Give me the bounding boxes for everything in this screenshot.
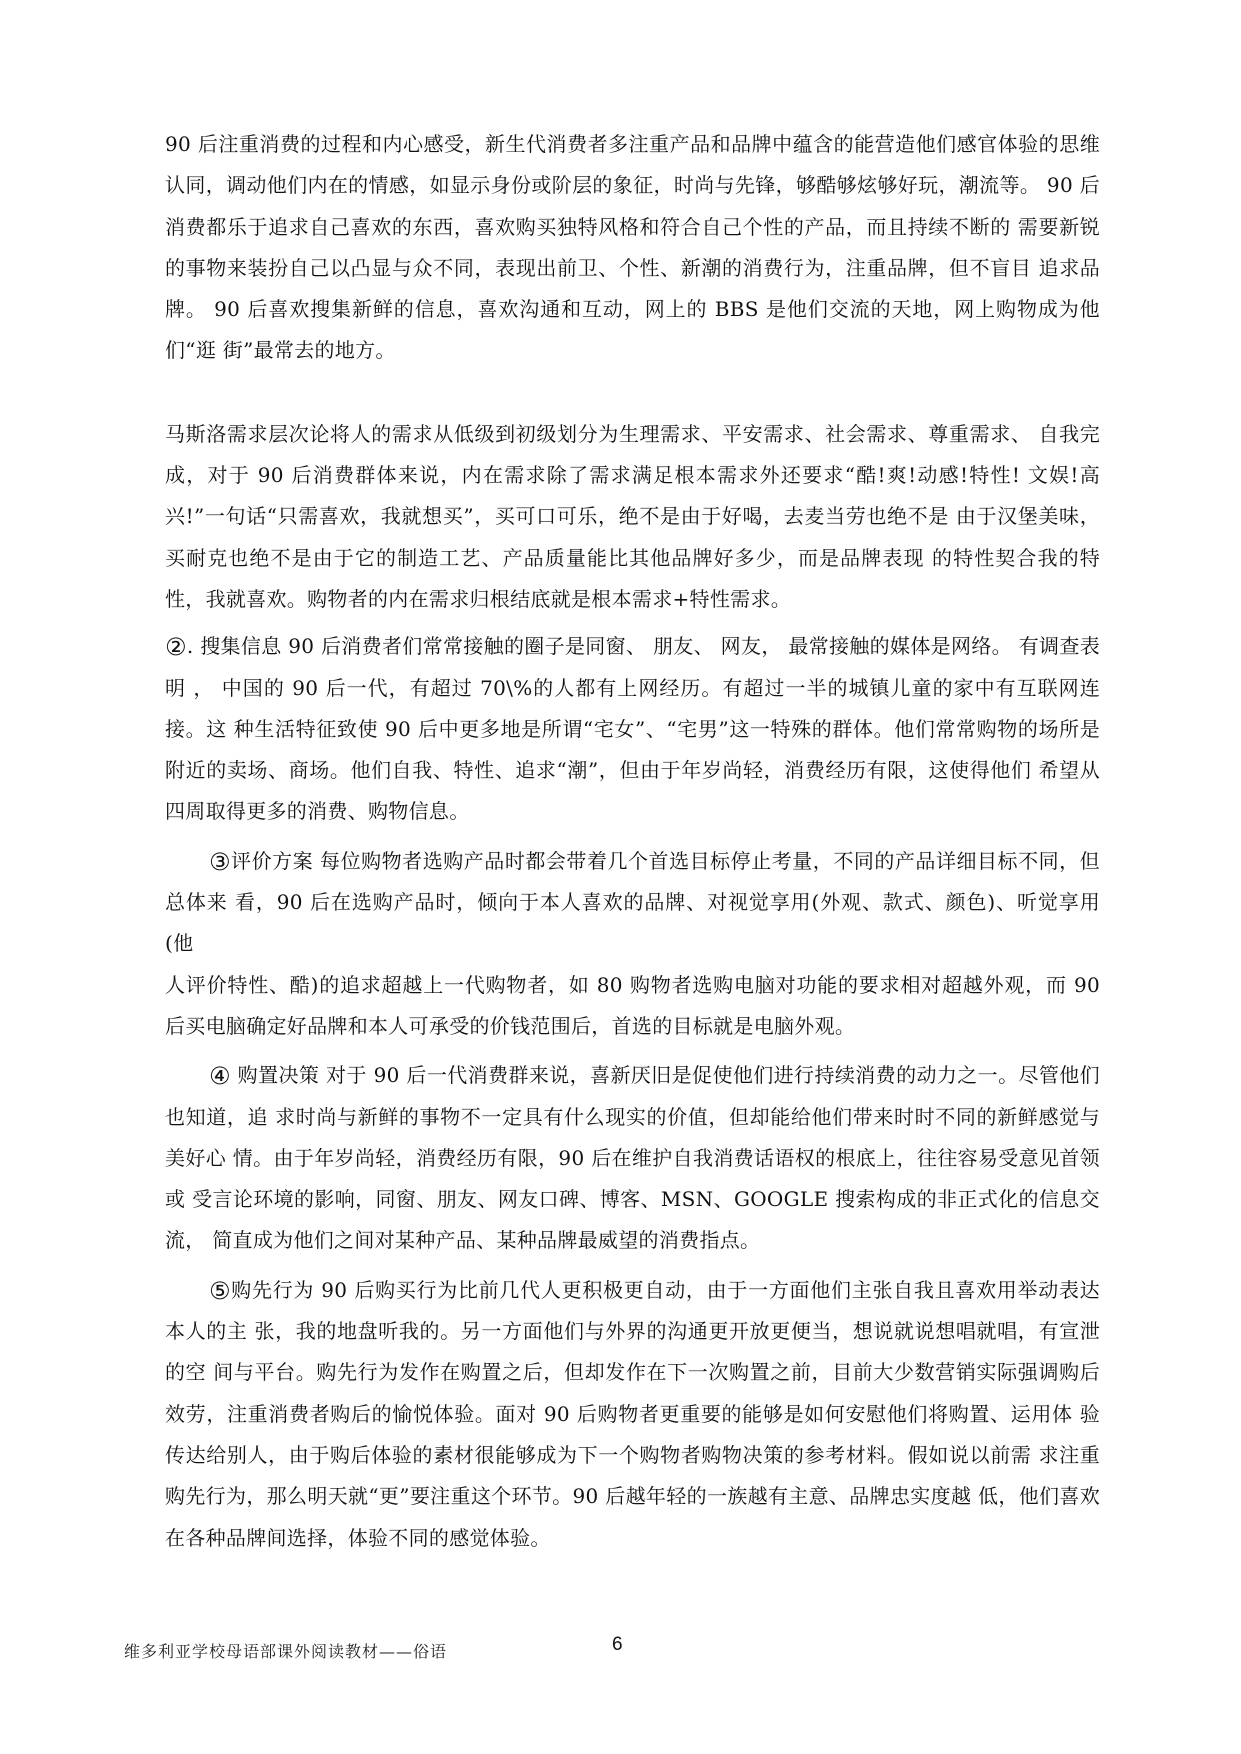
paragraph-evaluate-plan-text: 评价方案 每位购物者选购产品时都会带着几个首选目标停止考量，不同的产品详细目标不同，但总体来 看，90 后在选购产品时，倾向于本人喜欢的品牌、对视觉享用(外观、款式、颜色)、听觉享用(他: [165, 848, 1100, 956]
document-body: [165, 124, 1100, 1559]
circled-number-3: ③: [209, 847, 232, 876]
paragraph-evaluate-plan: [165, 841, 1100, 965]
paragraph-evaluate-plan-continued: 人评价特性、酷)的追求超越上一代购物者，如 80 购物者选购电脑对功能的要求相对超越外观，而 90 后买电脑确定好品牌和本人可承受的价钱范围后，首选的目标就是电脑外观。: [165, 972, 1100, 1038]
paragraph-post-purchase: [165, 1270, 1100, 1559]
paragraph-post-purchase-text: 购先行为 90 后购买行为比前几代人更积极更自动，由于一方面他们主张自我且喜欢用举动表达本人的主 张，我的地盘听我的。另一方面他们与外界的沟通更开放更便当，想说就说想唱就唱，有宣泄的空 间与平台。购先行为发作在购置之后，但却发作在下一次购置之前，目前大少数营销实际强调购后 效劳，注重消费者购后的愉悦体验。面对 90 后购物者更重要的能够是如何安慰他们将购置、运用体 验传达给别人，由于购后体验的素材很能够成为下一个购物者购物决策的参考材料。假如说以前需 求注重购先行为，那么明天就“更”要注重这个环节。90 后越年轻的一族越有主意、品牌忠实度越 低，他们喜欢在各种品牌间选择，体验不同的感觉体验。: [165, 1277, 1100, 1550]
circled-number-4: ④: [209, 1062, 231, 1091]
paragraph-maslow-needs: 马斯洛需求层次论将人的需求从低级到初级划分为生理需求、平安需求、社会需求、尊重需求、 自我完成，对于 90 后消费群体来说，内在需求除了需求满足根本需求外还要求“酷!爽!动感!特性! 文娱!高兴!”一句话“只需喜欢，我就想买”，买可口可乐，绝不是由于好喝，去麦当劳也绝不是 由于汉堡美味，买耐克也绝不是由于它的制造工艺、产品质量能比其他品牌好多少，而是品牌表现 的特性契合我的特性，我就喜欢。购物者的内在需求归根结底就是根本需求+特性需求。: [165, 421, 1100, 611]
circled-number-2: ②: [165, 633, 187, 662]
paragraph-purchase-decision: [165, 1055, 1100, 1261]
paragraph-consumption-process: 90 后注重消费的过程和内心感受，新生代消费者多注重产品和品牌中蕴含的能营造他们感官体验的思维认同，调动他们内在的情感，如显示身份或阶层的象征，时尚与先锋，够酷够炫够好玩，潮流等。 90 后消费都乐于追求自己喜欢的东西，喜欢购买独特风格和符合自己个性的产品，而且持续不断的 需要新锐的事物来装扮自己以凸显与众不同，表现出前卫、个性、新潮的消费行为，注重品牌，但不盲目 追求品牌。 90 后喜欢搜集新鲜的信息，喜欢沟通和互动，网上的 BBS 是他们交流的天地，网上购物成为他们“逛 街”最常去的地方。: [165, 132, 1100, 363]
footer-source-title: 维多利亚学校母语部课外阅读教材——俗语: [124, 1642, 448, 1661]
paragraph-collect-info: [165, 626, 1100, 832]
paragraph-collect-info-text: . 搜集信息 90 后消费者们常常接触的圈子是同窗、 朋友、 网友， 最常接触的媒体是网络。 有调查表明 ， 中国的 90 后一代，有超过 70\%的人都有上网经历。有超过一半的城镇儿童的家中有互联网连接。这 种生活特征致使 90 后中更多地是所谓“宅女”、“宅男”这一特殊的群体。他们常常购物的场所是 附近的卖场、商场。他们自我、特性、追求“潮”，但由于年岁尚轻，消费经历有限，这使得他们 希望从四周取得更多的消费、购物信息。: [165, 634, 1100, 824]
circled-number-5: ⑤: [209, 1276, 232, 1305]
paragraph-purchase-decision-text: 购置决策 对于 90 后一代消费群来说，喜新厌旧是促使他们进行持续消费的动力之一。尽管他们也知道，追 求时尚与新鲜的事物不一定具有什么现实的价值，但却能给他们带来时时不同的新鲜感觉与美好心 情。由于年岁尚轻，消费经历有限，90 后在维护自我消费话语权的根底上，往往容易受意见首领或 受言论环境的影响，同窗、朋友、网友口碑、博客、MSN、GOOGLE 搜索构成的非正式化的信息交流， 简直成为他们之间对某种产品、某种品牌最威望的消费指点。: [165, 1063, 1100, 1253]
page-number: 6: [612, 1634, 623, 1655]
